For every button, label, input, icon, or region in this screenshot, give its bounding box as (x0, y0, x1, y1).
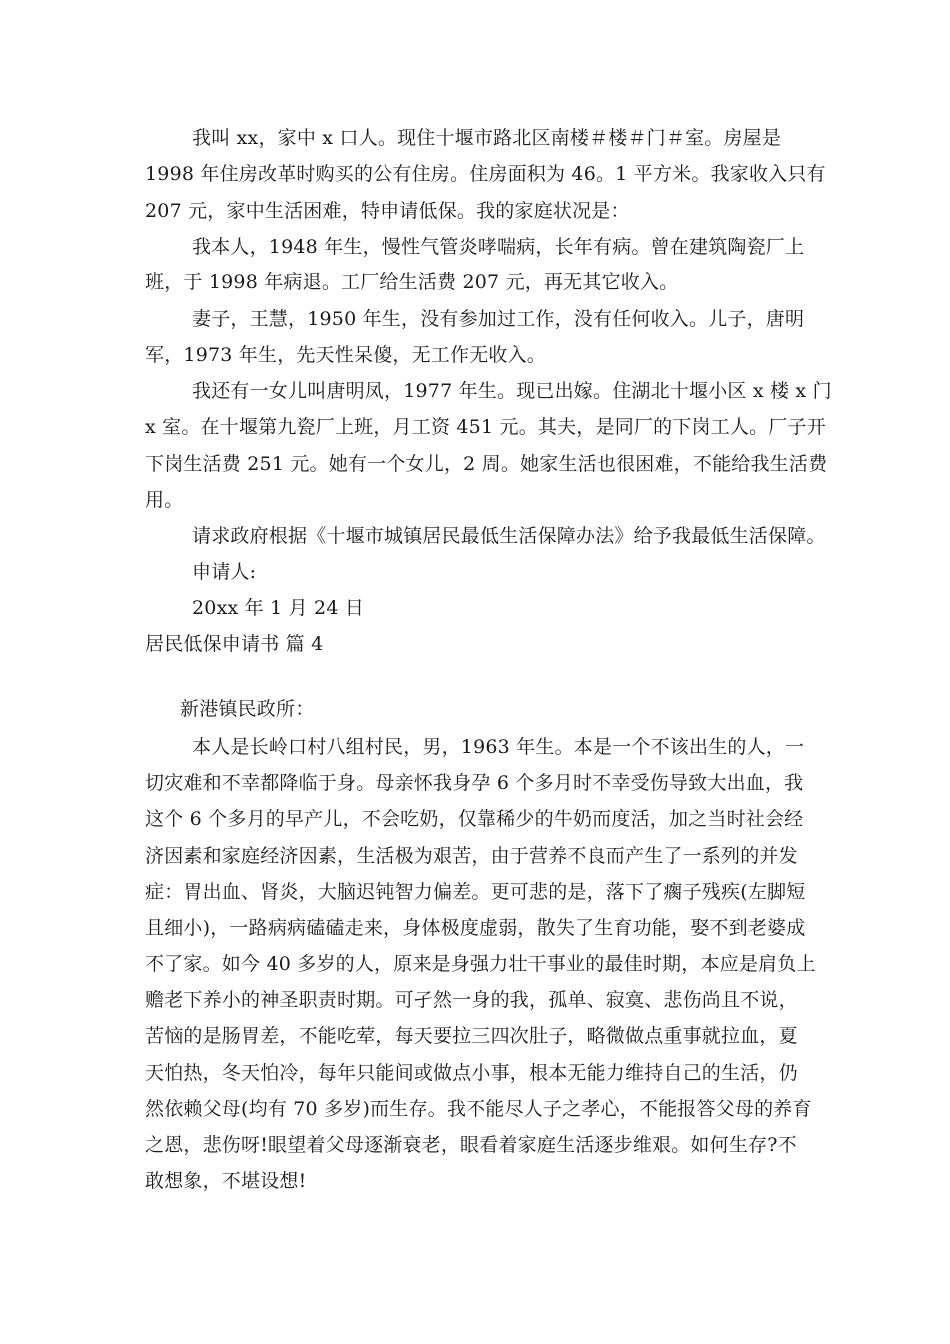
paragraph-line: 军，1973 年生，先天性呆傻，无工作无收入。 (145, 344, 546, 366)
paragraph-line: 之恩，悲伤呀!眼望着父母逐渐衰老，眼看着家庭生活逐步维艰。如何生存?不 (145, 1134, 797, 1156)
paragraph-line: 妻子，王慧，1950 年生，没有参加过工作，没有任何收入。儿子，唐明 (192, 308, 805, 330)
paragraph-line: 我本人，1948 年生，慢性气管炎哮喘病，长年有病。曾在建筑陶瓷厂上 (192, 236, 805, 258)
applicant-label: 申请人: (192, 561, 257, 583)
paragraph-line: 207 元，家中生活困难，特申请低保。我的家庭状况是： (145, 200, 630, 222)
paragraph-line: 下岗生活费 251 元。她有一个女儿，2 周。她家生活也很困难，不能给我生活费 (145, 453, 828, 475)
paragraph-line: 我还有一女儿叫唐明凤，1977 年生。现已出嫁。住湖北十堰小区 x 楼 x 门 (192, 380, 832, 402)
paragraph-line: 切灾难和不幸都降临于身。母亲怀我身孕 6 个多月时不幸受伤导致大出血，我 (145, 772, 804, 794)
paragraph-line: 请求政府根据《十堰市城镇居民最低生活保障办法》给予我最低生活保障。 (192, 525, 826, 547)
paragraph-line: 本人是长岭口村八组村民，男，1963 年生。本是一个不该出生的人，一 (192, 736, 805, 758)
paragraph-line: x 室。在十堰第九瓷厂上班，月工资 451 元。其夫，是同厂的下岗工人。厂子开 (145, 416, 826, 438)
paragraph-line: 且细小)，一路病病磕磕走来，身体极度虚弱，散失了生育功能，娶不到老婆成 (145, 917, 806, 939)
paragraph-line: 我叫 xx，家中 x 口人。现住十堰市路北区南楼＃楼＃门＃室。房屋是 (192, 127, 782, 149)
salutation: 新港镇民政所： (180, 698, 315, 720)
paragraph-line: 赡老下养小的神圣职责时期。可孑然一身的我，孤单、寂寞、悲伤尚且不说， (145, 989, 798, 1011)
paragraph-line: 敢想象，不堪设想! (145, 1170, 307, 1192)
paragraph-line: 天怕热，冬天怕冷，每年只能间或做点小事，根本无能力维持自己的生活，仍 (145, 1062, 798, 1084)
paragraph-line: 这个 6 个多月的早产儿，不会吃奶，仅靠稀少的牛奶而度活，加之当时社会经 (145, 808, 804, 830)
paragraph-line: 1998 年住房改革时购买的公有住房。住房面积为 46。1 平方米。我家收入只有 (145, 163, 826, 185)
paragraph-line: 苦恼的是肠胃差，不能吃荤，每天要拉三四次肚子，略微做点重事就拉血，夏 (145, 1025, 798, 1047)
paragraph-line: 然依赖父母(均有 70 多岁)而生存。我不能尽人子之孝心，不能报答父母的养育 (145, 1098, 812, 1120)
section-heading: 居民低保申请书 篇 4 (145, 633, 324, 655)
paragraph-line: 症：胃出血、肾炎，大脑迟钝智力偏差。更可悲的是，落下了瘸子残疾(左脚短 (145, 881, 806, 903)
date-line: 20xx 年 1 月 24 日 (192, 597, 365, 619)
paragraph-line: 不了家。如今 40 多岁的人，原来是身强力壮干事业的最佳时期，本应是肩负上 (145, 953, 816, 975)
paragraph-line: 济因素和家庭经济因素，生活极为艰苦，由于营养不良而产生了一系列的并发 (145, 845, 798, 867)
paragraph-line: 用。 (145, 489, 184, 511)
paragraph-line: 班，于 1998 年病退。工厂给生活费 207 元，再无其它收入。 (145, 271, 679, 293)
